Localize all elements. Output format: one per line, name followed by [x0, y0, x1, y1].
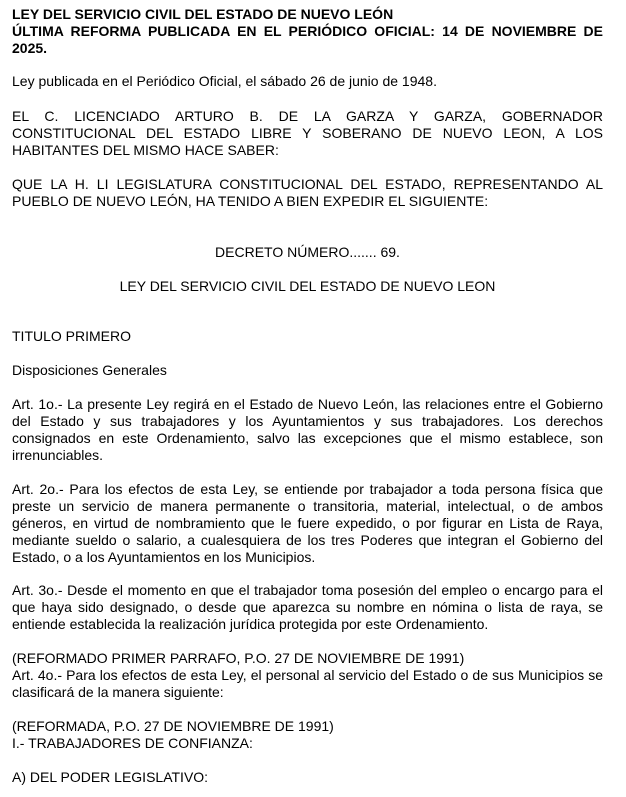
governor-announcement: EL C. LICENCIADO ARTURO B. DE LA GARZA Y GARZA, GOBERNADOR CONSTITUCIONAL DEL ESTADO LIBRE Y SOBERANO DE NUEVO LEON, A LOS HABITANTES DEL MISMO HACE SABER:	[12, 108, 603, 158]
reform-note-1: (REFORMADO PRIMER PARRAFO, P.O. 27 DE NOVIEMBRE DE 1991)	[12, 650, 465, 666]
reform-note-2: (REFORMADA, P.O. 27 DE NOVIEMBRE DE 1991)	[12, 718, 334, 734]
article-1: Art. 1o.- La presente Ley regirá en el Estado de Nuevo León, las relaciones entre el Gobierno del Estado y sus trabajadores y los Ayuntamientos y sus trabajadores. Los derechos consignados en este Ordenamiento, salvo las excepciones que el mismo establece, son irrenunciables.	[12, 396, 603, 463]
law-title: LEY DEL SERVICIO CIVIL DEL ESTADO DE NUEVO LEON	[119, 278, 496, 294]
document-title: LEY DEL SERVICIO CIVIL DEL ESTADO DE NUEVO LEÓN	[12, 6, 394, 22]
section-i-heading: I.- TRABAJADORES DE CONFIANZA:	[12, 735, 253, 751]
last-reform-date: ÚLTIMA REFORMA PUBLICADA EN EL PERIÓDICO OFICIAL: 14 DE NOVIEMBRE DE 2025.	[12, 23, 603, 56]
decree-number: DECRETO NÚMERO....... 69.	[215, 244, 400, 260]
publication-note: Ley publicada en el Periódico Oficial, el sábado 26 de junio de 1948.	[12, 73, 437, 89]
article-3: Art. 3o.- Desde el momento en que el trabajador toma posesión del empleo o encargo para el que haya sido designado, o desde que aparezca su nombre en nómina o lista de raya, se entiende establecida la realización jurídica protegida por este Ordenamiento.	[12, 582, 603, 632]
title-primero: TITULO PRIMERO	[12, 328, 132, 344]
article-2: Art. 2o.- Para los efectos de esta Ley, se entiende por trabajador a toda persona física que preste un servicio de manera permanente o transitoria, material, intelectual, o de ambos géneros, en virtud de nombramiento que le fuere expedido, o por figurar en Lista de Raya, mediante sueldo o salario, a cualesquiera de los tres Poderes que integran el Gobierno del Estado, o a los Ayuntamientos en los Municipios.	[12, 481, 603, 565]
section-a-heading: A) DEL PODER LEGISLATIVO:	[12, 769, 209, 785]
general-provisions-heading: Disposiciones Generales	[12, 362, 167, 378]
legislature-announcement: QUE LA H. LI LEGISLATURA CONSTITUCIONAL DEL ESTADO, REPRESENTANDO AL PUEBLO DE NUEVO LEÓN, HA TENIDO A BIEN EXPEDIR EL SIGUIENTE:	[12, 176, 603, 209]
article-4: Art. 4o.- Para los efectos de esta Ley, el personal al servicio del Estado o de sus Municipios se clasificará de la manera siguiente:	[12, 667, 603, 700]
